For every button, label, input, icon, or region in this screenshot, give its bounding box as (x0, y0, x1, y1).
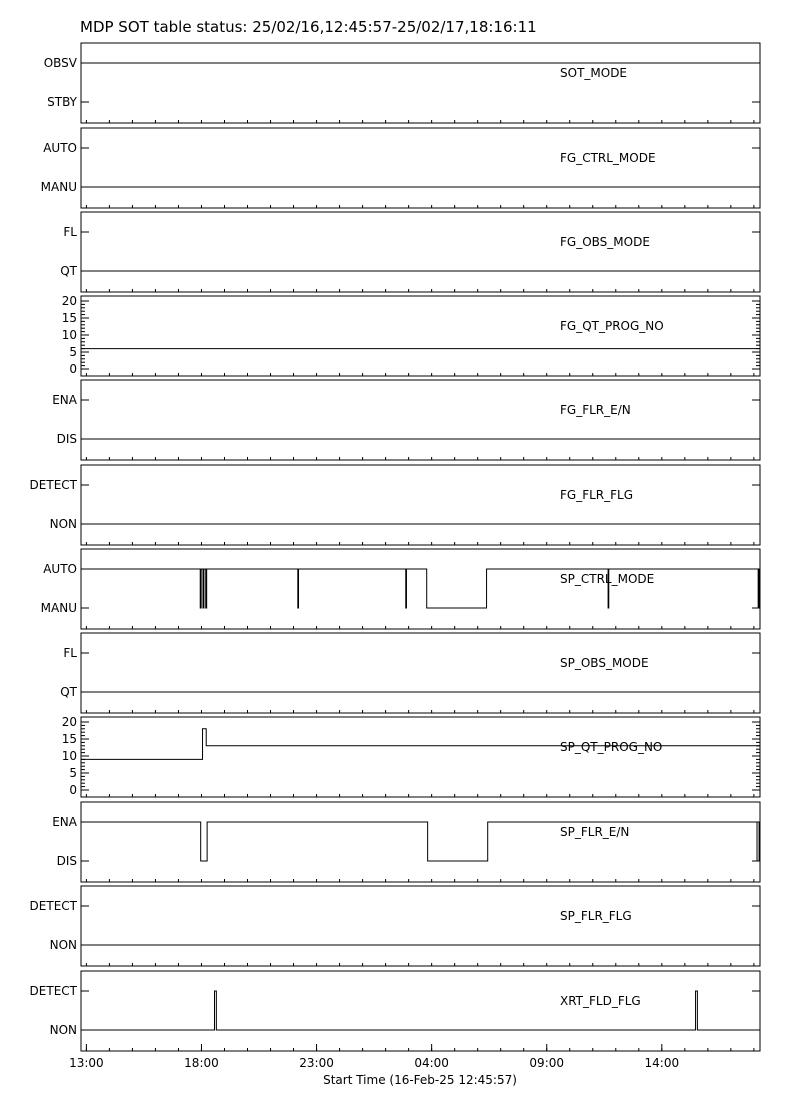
y-tick-label: STBY (47, 95, 77, 109)
y-tick-label: AUTO (43, 562, 77, 576)
panel-sp-flr-e-n (52, 802, 760, 882)
series-line (81, 822, 760, 861)
y-tick-label: 20 (61, 715, 77, 729)
panel-name-label: FG_OBS_MODE (560, 235, 650, 249)
y-tick-label: NON (49, 1023, 77, 1037)
x-axis-label: Start Time (16-Feb-25 12:45:57) (323, 1073, 517, 1087)
y-tick-label: 15 (61, 732, 77, 746)
panel-name-label: XRT_FLD_FLG (560, 994, 641, 1008)
y-tick-label: 10 (61, 328, 77, 342)
panel-fg-ctrl-mode (41, 128, 760, 208)
panel-frame (81, 128, 760, 208)
y-tick-label: DIS (56, 432, 77, 446)
panel-name-label: SP_FLR_FLG (560, 909, 632, 923)
y-tick-label: 5 (69, 766, 77, 780)
y-tick-label: OBSV (43, 56, 77, 70)
x-tick-label: 04:00 (414, 1056, 449, 1070)
y-tick-label: QT (60, 264, 77, 278)
y-tick-label: 0 (69, 362, 77, 376)
y-tick-label: AUTO (43, 141, 77, 155)
y-tick-label: 20 (61, 294, 77, 308)
panel-fg-flr-e-n (52, 380, 760, 460)
y-tick-label: NON (49, 517, 77, 531)
y-tick-label: 10 (61, 749, 77, 763)
panel-name-label: FG_QT_PROG_NO (560, 319, 664, 333)
panel-sot-mode (44, 43, 760, 123)
panel-name-label: FG_FLR_FLG (560, 488, 634, 502)
y-tick-label: FL (63, 225, 77, 239)
x-tick-label: 09:00 (529, 1056, 565, 1070)
panel-sp-ctrl-mode (41, 549, 760, 629)
y-tick-label: NON (49, 938, 77, 952)
y-tick-label: ENA (52, 815, 77, 829)
panel-frame (81, 886, 760, 966)
panel-xrt-fld-flg (30, 971, 760, 1051)
y-tick-label: DETECT (29, 899, 77, 913)
panel-name-label: SOT_MODE (560, 66, 628, 80)
panel-name-label: FG_CTRL_MODE (560, 151, 656, 165)
panel-name-label: FG_FLR_E/N (560, 403, 631, 417)
chart-title: MDP SOT table status: 25/02/16,12:45:57-25/02/17,18:16:11 (80, 18, 537, 36)
panel-name-label: SP_FLR_E/N (560, 825, 630, 839)
x-tick-label: 13:00 (69, 1056, 104, 1070)
y-tick-label: DETECT (29, 984, 77, 998)
panel-frame (81, 717, 760, 797)
panel-frame (81, 633, 760, 713)
y-tick-label: DETECT (29, 478, 77, 492)
x-tick-label: 18:00 (184, 1056, 219, 1070)
panel-frame (81, 802, 760, 882)
panel-frame (81, 549, 760, 629)
panel-frame (81, 465, 760, 545)
y-tick-label: DIS (56, 854, 77, 868)
y-tick-label: 5 (69, 345, 77, 359)
panel-frame (81, 971, 760, 1051)
panel-frame (81, 296, 760, 376)
y-tick-label: MANU (40, 180, 77, 194)
panel-sp-qt-prog-no (62, 715, 760, 797)
panel-fg-flr-flg (30, 465, 760, 545)
y-tick-label: QT (60, 685, 77, 699)
panel-fg-obs-mode (60, 212, 760, 292)
y-tick-label: 0 (69, 783, 77, 797)
panel-frame (81, 43, 760, 123)
panel-name-label: SP_QT_PROG_NO (560, 740, 663, 754)
y-tick-label: 15 (61, 311, 77, 325)
x-axis (69, 1044, 679, 1070)
y-tick-label: ENA (52, 393, 77, 407)
y-tick-label: FL (63, 646, 77, 660)
panel-fg-qt-prog-no (62, 294, 760, 376)
panel-sp-flr-flg (30, 886, 760, 966)
x-tick-label: 14:00 (644, 1056, 680, 1070)
panel-frame (81, 212, 760, 292)
panel-frame (81, 380, 760, 460)
panels-group (30, 43, 760, 1051)
panel-sp-obs-mode (60, 633, 760, 713)
y-tick-label: MANU (40, 601, 77, 615)
series-line (81, 569, 760, 608)
series-line (81, 991, 760, 1030)
panel-name-label: SP_OBS_MODE (560, 656, 649, 670)
panel-name-label: SP_CTRL_MODE (560, 572, 655, 586)
x-tick-label: 23:00 (299, 1056, 334, 1070)
